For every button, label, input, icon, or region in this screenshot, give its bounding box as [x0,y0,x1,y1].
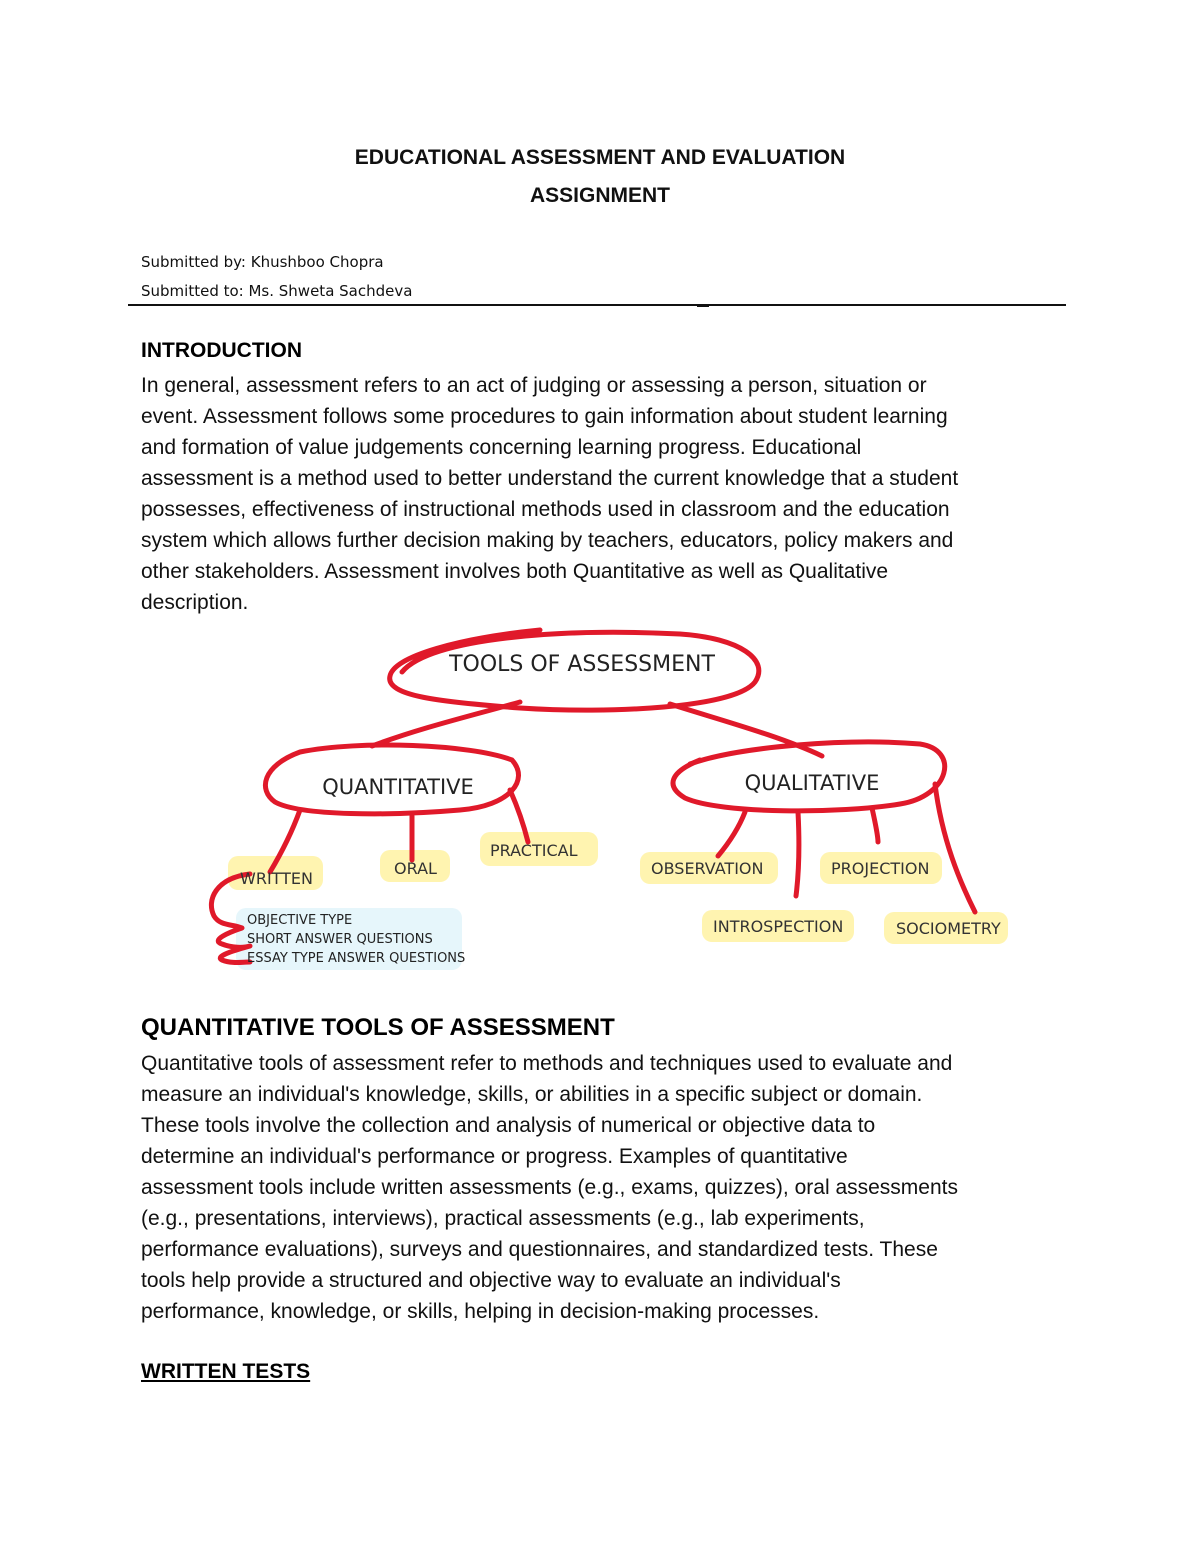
introduction-line: system which allows further decision making by teachers, educators, policy makers and [141,529,954,552]
quantitative-line: These tools involve the collection and analysis of numerical or objective data to [141,1114,876,1137]
quantitative-line: performance evaluations), surveys and questionnaires, and standardized tests. These [141,1238,938,1261]
tools-of-assessment-diagram [0,620,1200,980]
written-subitem: SHORT ANSWER QUESTIONS [247,932,433,947]
leaf-sociometry: SOCIOMETRY [896,919,1001,938]
branch-observation [718,812,745,856]
branch-sociometry [935,784,975,912]
header-divider-mark [697,306,709,307]
qualitative-label: QUALITATIVE [744,771,880,795]
quantitative-line: tools help provide a structured and objective way to evaluate an individual's [141,1269,841,1292]
quantitative-heading: QUANTITATIVE TOOLS OF ASSESSMENT [141,1014,615,1041]
root-label: TOOLS OF ASSESSMENT [449,652,715,677]
root-right-connector [670,704,822,756]
document-subtitle: ASSIGNMENT [529,184,670,207]
leaf-projection: PROJECTION [831,859,930,878]
leaf-observation: OBSERVATION [651,859,764,878]
quantitative-line: Quantitative tools of assessment refer to methods and techniques used to evaluate and [141,1052,953,1075]
leaf-oral: ORAL [394,859,437,878]
leaf-introspection: INTROSPECTION [713,917,844,936]
written-subitem: OBJECTIVE TYPE [247,913,353,928]
branch-projection [872,808,878,842]
introduction-line: event. Assessment follows some procedures to gain information about student learning [141,405,948,428]
quantitative-line: determine an individual's performance or progress. Examples of quantitative [141,1145,848,1168]
highlight-layer [228,832,1008,970]
document-title: EDUCATIONAL ASSESSMENT AND EVALUATION [354,146,846,169]
introduction-line: other stakeholders. Assessment involves both Quantitative as well as Qualitative [141,560,889,583]
root-left-connector [372,702,520,746]
introduction-line: assessment is a method used to better understand the current knowledge that a student [141,467,959,490]
header-divider [128,304,1066,306]
written-tests-heading: WRITTEN TESTS [141,1360,311,1383]
quantitative-line: assessment tools include written assessments (e.g., exams, quizzes), oral assessments [141,1176,958,1199]
written-subitem: ESSAY TYPE ANSWER QUESTIONS [247,951,466,966]
quantitative-paragraph [141,1048,1081,1327]
submitted-to: Submitted to: Ms. Shweta Sachdeva [141,282,413,300]
leaf-practical: PRACTICAL [490,841,578,860]
quantitative-line: (e.g., presentations, interviews), practical assessments (e.g., lab experiments, [141,1207,865,1230]
quantitative-line: measure an individual's knowledge, skills, or abilities in a specific subject or domain. [141,1083,923,1106]
introduction-line: In general, assessment refers to an act of judging or assessing a person, situation or [141,374,927,397]
quantitative-label: QUANTITATIVE [322,775,474,799]
submitted-by: Submitted by: Khushboo Chopra [141,253,384,271]
branch-introspection [796,812,799,896]
quantitative-line: performance, knowledge, or skills, helping in decision-making processes. [141,1300,820,1323]
leaf-written: WRITTEN [240,869,313,888]
introduction-line: possesses, effectiveness of instructional methods used in classroom and the education [141,498,950,521]
introduction-line: and formation of value judgements concerning learning progress. Educational [141,436,862,459]
introduction-line: description. [141,591,249,614]
introduction-heading: INTRODUCTION [141,339,302,362]
introduction-paragraph [141,370,1081,618]
